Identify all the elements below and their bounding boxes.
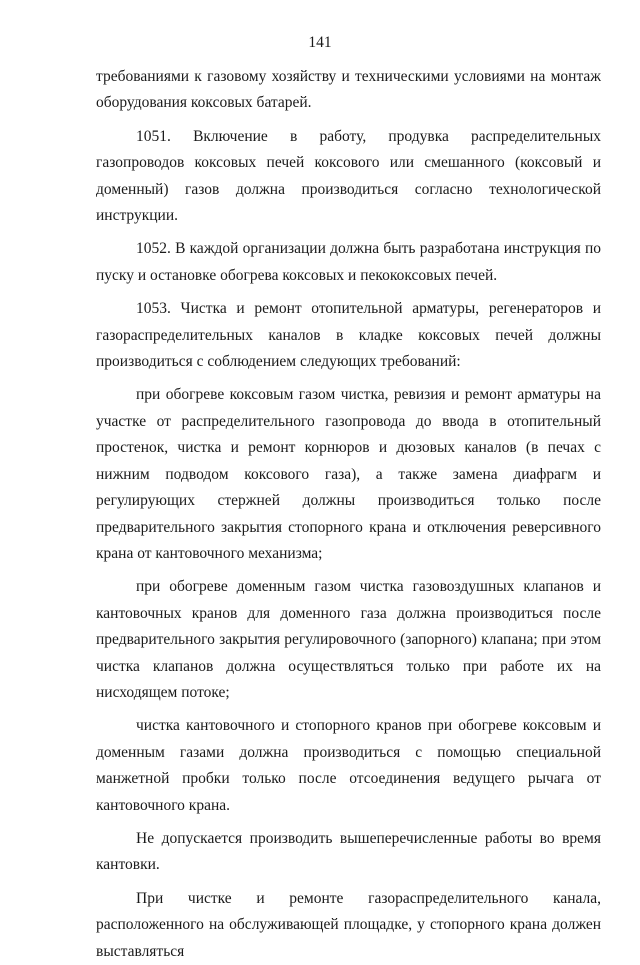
paragraph-1052: 1052. В каждой организации должна быть разработана инструкция по пуску и остановке обогрева коксовых и пекококсовых печей. (96, 240, 601, 284)
paragraph-coke-gas-heating: при обогреве коксовым газом чистка, ревизия и ремонт арматуры на участке от распределительного газопровода до ввода в отопительный простенок, чистка и ремонт корнюров и дюзовых каналов (в печах с нижним подводом коксового газа), а также замена диафрагм и регулирующих стержней должны производиться только после предварительного закрытия стопорного крана и отключения реверсивного крана от кантовочного механизма; (96, 386, 601, 562)
document-body (96, 64, 601, 965)
paragraph-distribution-channel: При чистке и ремонте газораспределительного канала, расположенного на обслуживающей площадке, у стопорного крана должен выставляться (96, 889, 601, 960)
paragraph-gas-requirements-continued: требованиями к газовому хозяйству и техническими условиями на монтаж оборудования коксовых батарей. (96, 68, 601, 112)
page-number: 141 (308, 34, 332, 51)
paragraph-valve-cleaning: чистка кантовочного и стопорного кранов при обогреве коксовым и доменным газами должна производиться с помощью специальной манжетной пробки только после отсоединения ведущего рычага от кантовочного крана. (96, 717, 601, 814)
paragraph-prohibition: Не допускается производить вышеперечисленные работы во время кантовки. (96, 829, 601, 874)
paragraph-1053: 1053. Чистка и ремонт отопительной арматуры, регенераторов и газораспределительных каналов в кладке коксовых печей должны производиться с соблюдением следующих требований: (96, 300, 601, 371)
paragraph-blast-furnace-gas-heating: при обогреве доменным газом чистка газовоздушных клапанов и кантовочных кранов для доменного газа должна производиться после предварительного закрытия регулировочного (запорного) клапана; при этом чистка клапанов должна осуществляться только при работе их на нисходящем потоке; (96, 578, 601, 701)
paragraph-1051: 1051. Включение в работу, продувка распределительных газопроводов коксовых печей коксового или смешанного (коксовый и доменный) газов должна производиться согласно технологической инструкции. (96, 127, 601, 225)
